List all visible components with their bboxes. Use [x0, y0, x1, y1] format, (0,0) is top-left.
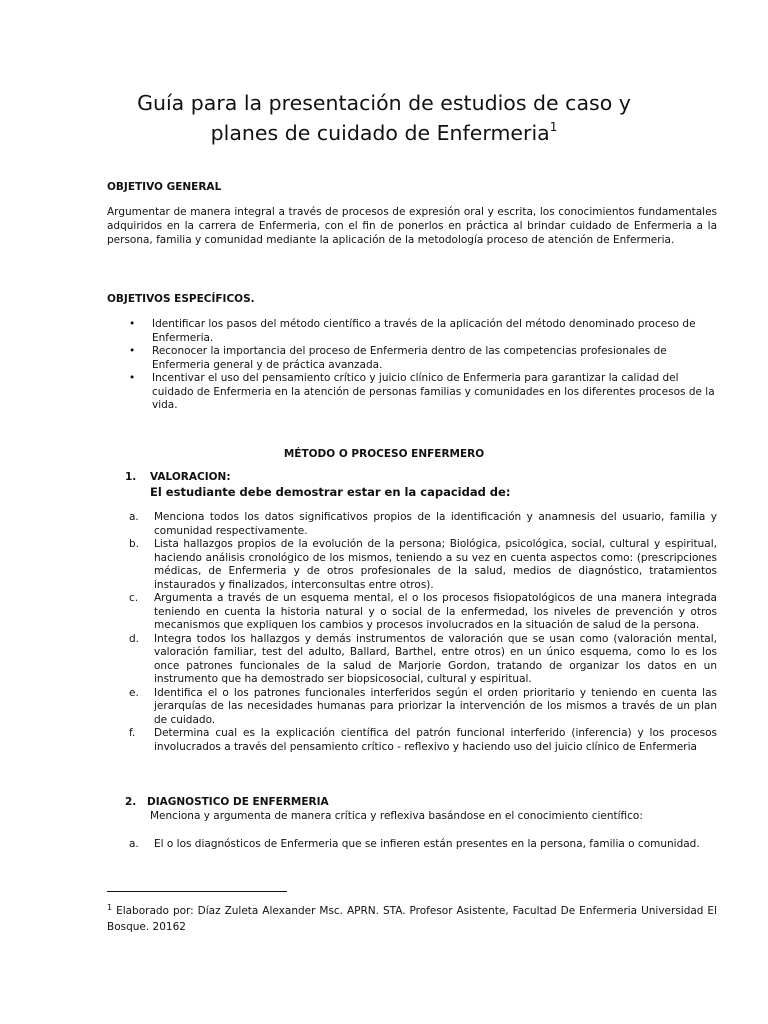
footnote [107, 903, 717, 935]
objetivos-especificos-heading: OBJETIVOS ESPECÍFICOS. [107, 293, 255, 305]
list-item-text: Integra todos los hallazgos y demás instrumentos de valoración que se usan como (valoración mental, valoración familiar, test del adulto, Ballard, Barthel, entre otros) en un único esquema, como lo es los once patrones funcionales de la salud de Marjorie Gordon, tratando de organizar los datos en un instrumento que ha demostrado ser biopsicosocial, cultural y espiritual. [154, 632, 717, 685]
title-line-1: Guía para la presentación de estudios de caso y [137, 91, 631, 115]
list-item-text: Argumenta a través de un esquema mental, el o los procesos fisiopatológicos de una manera integrada teniendo en cuenta la historia natural y o social de la enfermedad, los niveles de prevención y otros mecanismos que expliquen los cambios y procesos involucrados en la situación de salud de la persona. [154, 592, 717, 631]
list-item [107, 372, 717, 413]
footnote-separator [107, 891, 287, 892]
list-marker: a. [129, 838, 139, 850]
list-item [107, 727, 717, 754]
valoracion-subheading: El estudiante debe demostrar estar en la capacidad de: [150, 485, 511, 499]
diagnostico-heading: DIAGNOSTICO DE ENFERMERIA [147, 796, 329, 808]
list-marker: e. [129, 686, 139, 699]
diagnostico-number: 2. [125, 796, 137, 808]
list-item-text: El o los diagnósticos de Enfermeria que se infieren están presentes en la persona, familia o comunidad. [154, 838, 700, 850]
valoracion-list [107, 511, 717, 754]
list-marker: a. [129, 511, 139, 523]
list-marker: d. [129, 632, 140, 645]
list-item [107, 538, 717, 592]
list-item-text: Identifica el o los patrones funcionales interferidos según el orden prioritario y teniendo en cuenta las jerarquías de las necesidades humanas para priorizar la intervención de los mismos a través de un plan de cuidado. [154, 686, 717, 726]
list-marker: c. [129, 592, 139, 604]
list-item-text: Determina cual es la explicación científica del patrón funcional interferido (inferencia) y los procesos involucrados a través del pensamiento crítico - reflexivo y haciendo uso del juicio clínico de Enfermeria [154, 727, 717, 753]
bullet-icon: • [129, 345, 136, 357]
valoracion-number: 1. [125, 471, 137, 483]
bullet-icon: • [129, 318, 136, 330]
list-marker: b. [129, 538, 140, 550]
title-line-2: planes de cuidado de Enfermeria [210, 121, 550, 145]
list-item-text: Reconocer la importancia del proceso de Enfermeria dentro de las competencias profesionales de Enfermeria general y de práctica avanzada. [152, 345, 667, 371]
list-item [107, 511, 717, 538]
list-marker: f. [129, 727, 136, 739]
metodo-heading: MÉTODO O PROCESO ENFERMERO [283, 448, 485, 460]
diagnostico-intro: Menciona y argumenta de manera crítica y reflexiva basándose en el conocimiento científico: [150, 810, 643, 822]
list-item [107, 633, 717, 687]
list-item [107, 318, 717, 345]
objetivos-especificos-list [107, 318, 717, 413]
objetivo-general-text: Argumentar de manera integral a través de procesos de expresión oral y escrita, los conocimientos fundamentales adquiridos en la carrera de Enfermeria, con el fin de ponerlos en práctica al brindar cuidado de Enfermeria a la persona, familia y comunidad mediante la aplicación de la metodología proceso de atención de Enfermeria. [107, 206, 717, 246]
valoracion-heading: VALORACION: [150, 471, 231, 483]
list-item-text: Incentivar el uso del pensamiento crítico y juicio clínico de Enfermeria para garantizar la calidad del cuidado de Enfermeria en la atención de personas familias y comunidades en los diferentes procesos de la vida. [152, 372, 715, 411]
footnote-mark: 1 [107, 903, 113, 912]
title-footnote-mark: 1 [549, 120, 558, 134]
list-item-text: Lista hallazgos propios de la evolución de la persona; Biológica, psicológica, social, cultural y espiritual, haciendo análisis cronológico de los mismos, teniendo a su vez en cuenta aspectos como: (prescripciones médicas, de Enfermeria y de otros profesionales de la salud, medios de diagnóstico, tratamientos instaurados y finalizados, interconsultas entre otros). [154, 538, 717, 591]
list-item-text: Menciona todos los datos significativos propios de la identificación y anamnesis del usuario, familia y comunidad respectivamente. [154, 511, 717, 537]
list-item [107, 592, 717, 633]
list-item [107, 838, 717, 852]
list-item [107, 345, 717, 372]
list-item [107, 687, 717, 728]
diagnostico-list [107, 838, 717, 852]
list-item-text: Identificar los pasos del método científico a través de la aplicación del método denominado proceso de Enfermeria. [152, 318, 696, 344]
footnote-text: Elaborado por: Díaz Zuleta Alexander Msc. APRN. STA. Profesor Asistente, Facultad De Enfermeria Universidad El Bosque. 20162 [107, 905, 717, 933]
document-title [60, 88, 708, 148]
objetivo-general-heading: OBJETIVO GENERAL [107, 181, 222, 193]
bullet-icon: • [129, 372, 136, 384]
